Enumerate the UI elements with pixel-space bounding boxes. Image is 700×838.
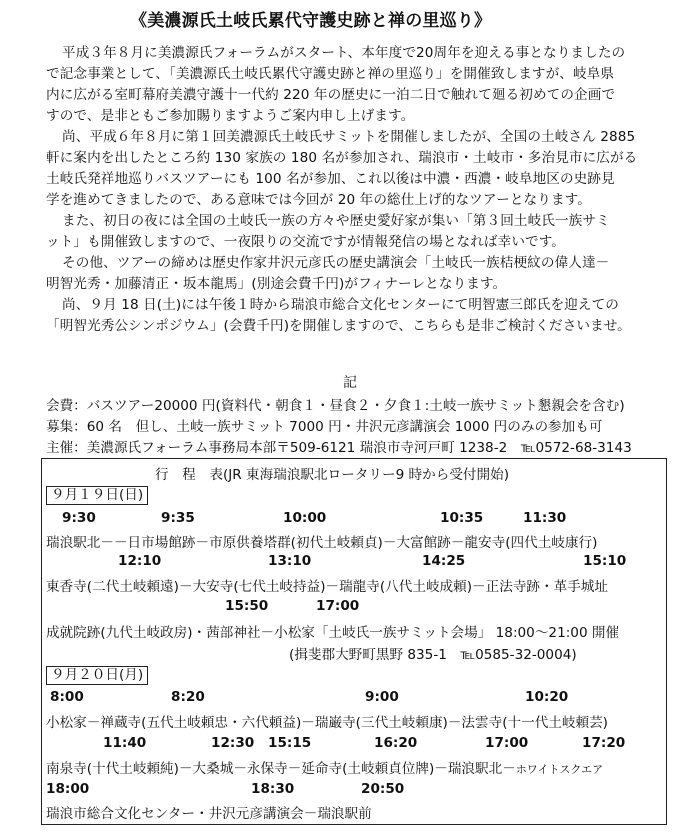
time-label: 15:50: [225, 598, 269, 614]
time-label: 11:40: [103, 735, 147, 751]
route-line: 成就院跡(九代土岐政房)・茜部神社－小松家「土岐氏一族サミット会場」 18:00～21:00 開催: [46, 625, 620, 641]
time-label: 15:15: [268, 735, 312, 751]
time-label: 8:20: [171, 689, 205, 705]
route-line: 東香寺(二代土岐頼遠)－大安寺(七代土岐持益)－瑞龍寺(八代土岐成頼)－正法寺跡・革手城址: [46, 579, 608, 595]
document-title: 《美濃源氏土岐氏累代守護史跡と禅の里巡り》: [130, 11, 492, 31]
route-line: 瑞浪市総合文化センター・井沢元彦講演会－瑞浪駅前: [46, 806, 372, 822]
route-text: 南泉寺(十代土岐頼純)－大桑城－永保寺－延命寺(土岐頼貞位牌)－瑞浪駅北－: [46, 761, 516, 777]
time-label: 18:00: [46, 781, 90, 797]
paragraph-line: 土岐氏発祥地巡りバスツアーにも 100 名が参加、これ以後は中濃・西濃・岐阜地区の史跡見: [46, 171, 615, 187]
schedule-heading: 行 程 表(JR 東海瑞浪駅北ロータリー9 時から受付開始): [155, 467, 510, 483]
host-line: 主催：美濃源氏フォーラム事務局本部〒509-6121 瑞浪市寺河戸町 1238-2 ℡0572-68-3143: [46, 440, 632, 456]
time-label: 14:25: [422, 553, 466, 569]
time-label: 17:20: [582, 735, 626, 751]
time-label: 13:10: [268, 553, 312, 569]
paragraph-line: また、初日の夜には全国の土岐氏一族の方々や歴史愛好家が集い「第３回土岐氏一族サミ: [62, 213, 610, 229]
time-label: 9:00: [365, 689, 399, 705]
paragraph-line: その他、ツアーの締めは歴史作家井沢元彦氏の歴史講演会「土岐氏一族桔梗紋の偉人達－: [62, 255, 610, 271]
ki-mark: 記: [343, 375, 357, 391]
paragraph-line: 尚、９月 18 日(土)には午後１時から瑞浪市総合文化センターにて明智憲三郎氏を迎えての: [62, 297, 619, 313]
time-label: 20:50: [361, 781, 405, 797]
time-label: 15:10: [583, 553, 627, 569]
paragraph-line: 平成３年８月に美濃源氏フォーラムがスタート、本年度で20周年を迎える事となりましたの: [62, 45, 626, 61]
paragraph-line: 尚、平成６年８月に第１回美濃源氏土岐氏サミットを開催しましたが、全国の土岐さん 2885: [62, 129, 636, 145]
paragraph-line: 明智光秀・加藤清正・坂本龍馬」(別途会費千円)がフィナーレとなります。: [46, 276, 507, 292]
paragraph-line: 学を進めてきましたので、ある意味では今回が 20 年の総仕上げ的なツアーとなります。: [46, 192, 591, 208]
time-label: 17:00: [316, 598, 360, 614]
time-label: 10:35: [440, 510, 484, 526]
route-text-small: ホワイトスクエア: [515, 763, 604, 776]
time-label: 9:30: [62, 510, 96, 526]
day1-date-label: ９月１９日(日): [46, 486, 148, 505]
paragraph-line: で記念事業として、「美濃源氏土岐氏累代守護史跡と禅の里巡り」を開催致しますが、岐阜県: [46, 66, 615, 82]
time-label: 12:30: [211, 735, 255, 751]
time-label: 10:20: [525, 689, 569, 705]
fee-line: 会費：バスツアー20000 円(資料代・朝食１・昼食２・夕食１:土岐一族サミット懇親会を含む): [46, 398, 625, 414]
route-line: 小松家－禅蔵寺(五代土岐頼忠・六代頼益)－瑞巌寺(三代土岐頼康)－法雲寺(十一代土岐頼芸): [46, 715, 608, 731]
time-label: 11:30: [523, 510, 567, 526]
recruit-line: 募集：60 名 但し、土岐一族サミット 7000 円・井沢元彦講演会 1000 円のみの参加も可: [46, 419, 603, 435]
paragraph-line: すので、是非ともご参加賜りますようご案内申し上げます。: [46, 108, 415, 124]
time-label: 9:35: [161, 510, 195, 526]
paragraph-line: 軒に案内を出したところ約 130 家族の 180 名が参加され、瑞浪市・土岐市・多治見市に広がる: [46, 150, 638, 166]
route-line: [46, 757, 603, 777]
paragraph-line: ット」も開催致しますので、一夜限りの交流ですが情報発信の場となれば幸いです。: [46, 234, 565, 250]
time-label: 8:00: [50, 689, 84, 705]
paragraph-line: 「明智光秀公シンポジウム」(会費千円)を開催しますので、こちらも是非ご検討くださいませ。: [46, 318, 631, 334]
day2-date-label: ９月２０日(月): [46, 666, 148, 685]
time-label: 10:00: [283, 510, 327, 526]
route-line: 瑞浪駅北－－日市場館跡－市原供養塔群(初代土岐頼貞)－大富館跡－龍安寺(四代土岐康行): [46, 535, 598, 551]
time-label: 12:10: [118, 553, 162, 569]
time-label: 16:20: [374, 735, 418, 751]
address-line: (揖斐郡大野町黒野 835-1 ℡0585-32-0004): [289, 647, 577, 663]
time-label: 18:30: [251, 781, 295, 797]
time-label: 17:00: [485, 735, 529, 751]
paragraph-line: 内に広がる室町幕府美濃守護十一代約 220 年の歴史に一泊二日で触れて廻る初めての企画で: [46, 87, 616, 103]
